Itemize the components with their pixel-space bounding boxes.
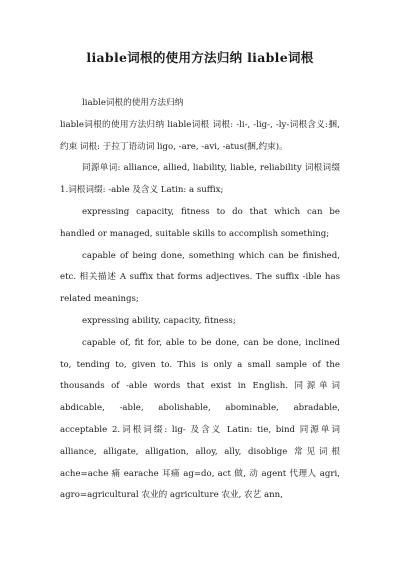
paragraph-7: capable of, fit for, able to be done, can be done, inclined to, tending to, given to. This is only a small sample of the thousands of -able words that exist in English. 同源单词 abdicable, -able, abolishable, abominable, abradable, acceptable 2.词根词缀: lig- 及含义 Latin: tie, bind 同源单词 alliance, alligate, alligation, alloy, ally, disoblige 常见词根 ache=ache 痛 earache 耳痛 ag=do, act 做, 动 agent 代理人 agri, agro=agricultural 农业的 agriculture 农业, 农艺 ann, <box>60 337 340 501</box>
paragraph-4: expressing capacity, fitness to do that which can be handled or managed, suitable skills to accomplish something; <box>60 206 340 239</box>
paragraph-2: liable词根的使用方法归纳 liable词根 词根: -li-, -lig-, -ly-词根含义:捆,约束 词根: 于拉丁语动词 ligo, -are, -avi, -atus(捆,约束)。 <box>60 119 340 152</box>
document-title: liable词根的使用方法归纳 liable词根 <box>86 50 314 65</box>
paragraph-3: 同源单词: alliance, allied, liability, liable, reliability 词根词缀1.词根词缀: -able 及含义 Latin: a suffix; <box>60 163 340 196</box>
document-body <box>60 93 340 507</box>
paragraph-5: capable of being done, something which can be finished, etc. 相关描述 A suffix that forms adjectives. The suffix -ible has related meanings; <box>60 250 340 305</box>
paragraph-1: liable词根的使用方法归纳 <box>82 98 184 108</box>
paragraph-6: expressing ability, capacity, fitness; <box>82 315 236 326</box>
